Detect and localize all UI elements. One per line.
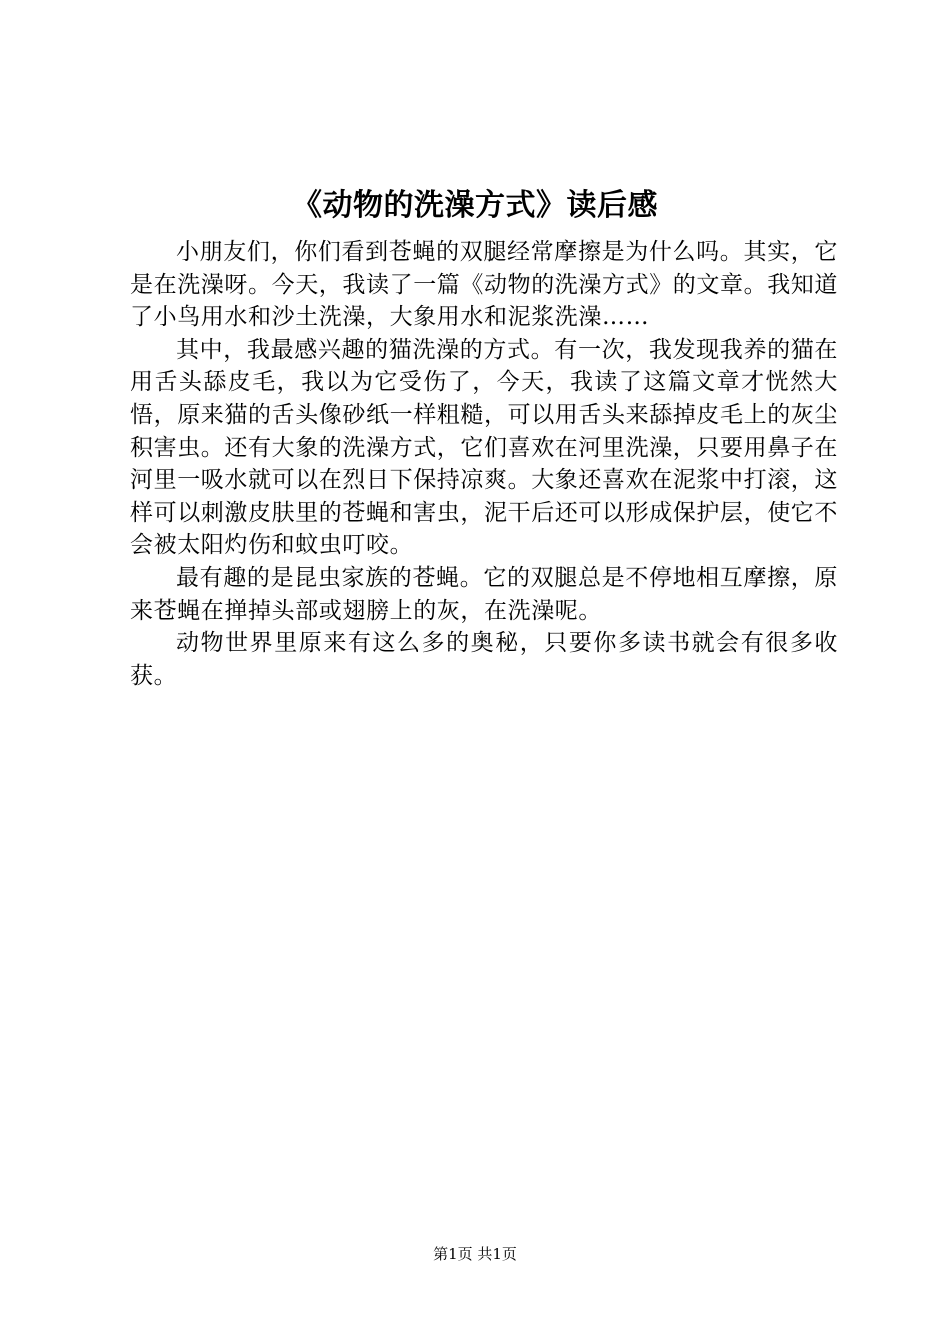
document-title: 《动物的洗澡方式》读后感 (292, 188, 658, 223)
page-footer: 第1页 共1页 (433, 1245, 517, 1263)
paragraph-2: 其中，我最感兴趣的猫洗澡的方式。有一次，我发现我养的猫在用舌头舔皮毛，我以为它受伤了，今天，我读了这篇文章才恍然大悟，原来猫的舌头像砂纸一样粗糙，可以用舌头来舔掉皮毛上的灰尘积害虫。还有大象的洗澡方式，它们喜欢在河里洗澡，只要用鼻子在河里一吸水就可以在烈日下保持凉爽。大象还喜欢在泥浆中打滚，这样可以刺激皮肤里的苍蝇和害虫，泥干后还可以形成保护层，使它不会被太阳灼伤和蚊虫叮咬。 (130, 336, 838, 559)
paragraph-1: 小朋友们，你们看到苍蝇的双腿经常摩擦是为什么吗。其实，它是在洗澡呀。今天，我读了一篇《动物的洗澡方式》的文章。我知道了小鸟用水和沙土洗澡，大象用水和泥浆洗澡…… (130, 239, 838, 331)
paragraph-4: 动物世界里原来有这么多的奥秘，只要你多读书就会有很多收获。 (130, 630, 838, 689)
document-body (130, 236, 838, 692)
paragraph-3: 最有趣的是昆虫家族的苍蝇。它的双腿总是不停地相互摩擦，原来苍蝇在掸掉头部或翅膀上的灰，在洗澡呢。 (130, 564, 838, 624)
